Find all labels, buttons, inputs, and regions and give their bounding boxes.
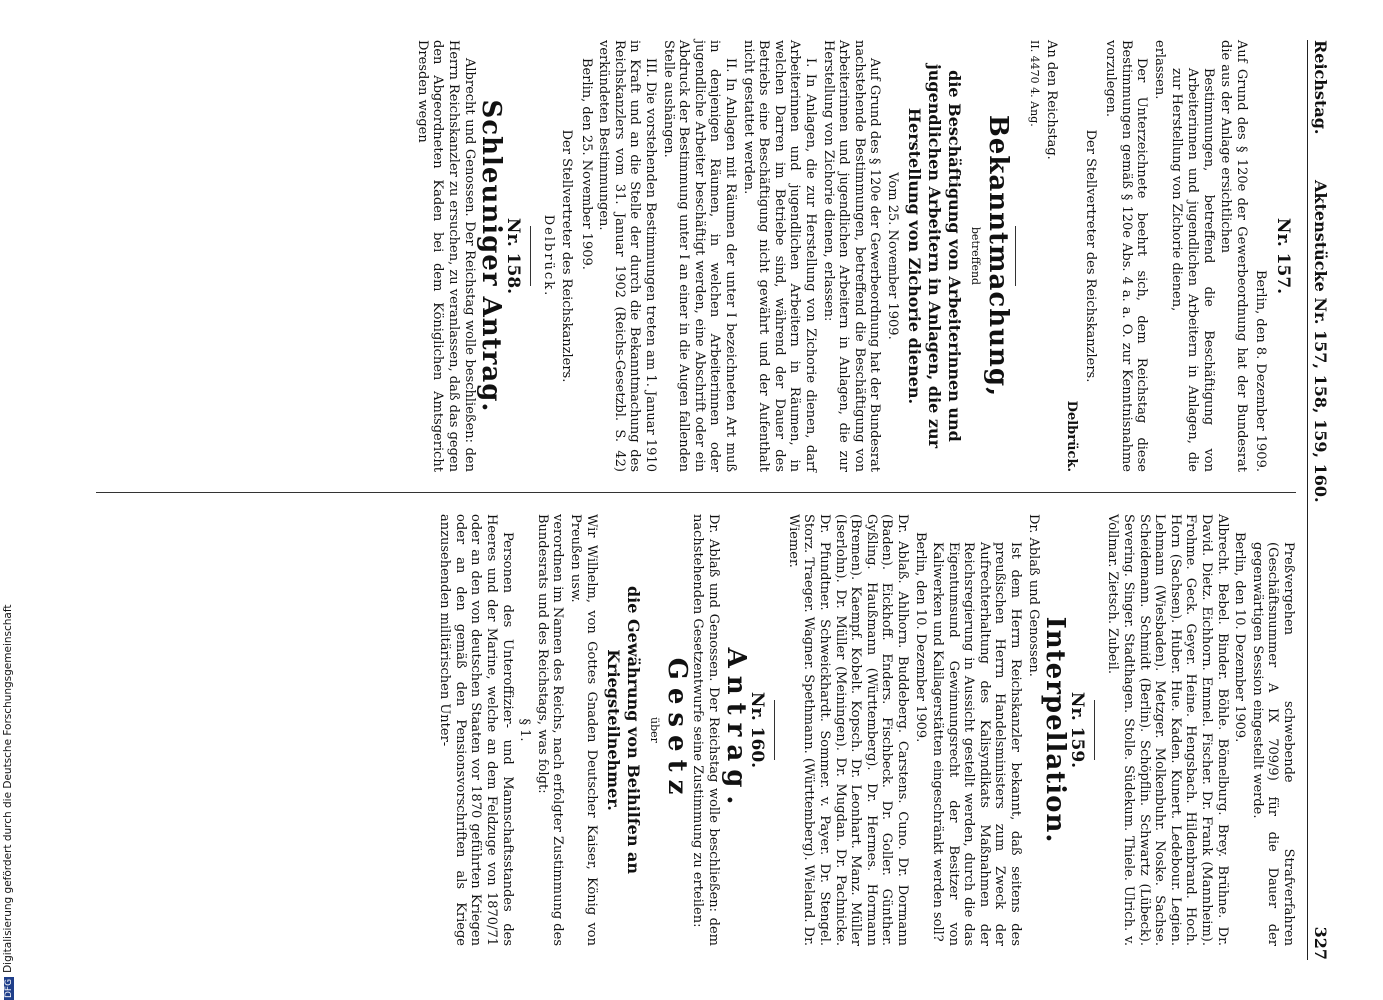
nr157-signer-title: Der Stellvertreter des Reichskanzlers.	[1083, 129, 1099, 383]
column-divider	[96, 492, 1296, 493]
bekanntmachung-betreffend: betreffend	[969, 226, 983, 286]
nr159-signatories: Dr. Ablaß. Ahlhorn. Buddeberg. Carstens. Cuno. Dr. Dormann (Baden). Eickhoff. Enders. Fischbeck. Dr. Goller. Günther. Gyßling. Haußmann (Württemberg). Dr. Hermes. Hormann (Bremen). Kaempf. Kobelt. Kopsch. Dr. Leonhart. Manz. Müller (Iserlohn). Dr. Müller (Meiningen). Dr. Mugdan. Dr. Pachnicke. Dr. Pfundtner. Schweickhardt. Sommer. v. Payer. Dr. Stengel. Storz. Traeger. Wagner. Spethmann. (Württemberg). Wieland. Dr. Wiemer.	[785, 514, 910, 946]
nr157-addressee: An den Reichstag.	[1044, 40, 1060, 160]
bekanntmachung-intro: Auf Grund des § 120e der Gewerbeordnung hat der Bundesrat nachstehende Bestimmungen, betreffend die Beschäftigung von Arbeiterinnen und jugendlichen Arbeitern in Anlagen, die zur Herstellung von Zichorie dienen, erlassen:	[820, 40, 883, 472]
gesetz-preamble-verordnen: verordnen im Namen des Reichs, nach erfolgter Zustimmung des Bundesrats und des Reichstags, was folgt:	[534, 514, 566, 946]
nr157-paragraph-2: Der Unterzeichnete beehrt sich, dem Reichstag diese Bestimmungen gemäß § 120e Abs. 4 a. a. O. zur Kenntnisnahme vorzulegen.	[1103, 40, 1150, 472]
nr158-date: Berlin, den 10. Dezember 1909.	[1232, 532, 1248, 743]
nr157-number: Nr. 157.	[1273, 217, 1293, 295]
nr157-paragraph-1: Auf Grund des § 120e der Gewerbeordnung hat der Bundesrat die aus der Anlage ersichtlichen	[1218, 40, 1249, 472]
divider	[1015, 226, 1016, 286]
nr157-reference: II. 4470 4. Ang.	[1027, 40, 1041, 127]
nr157-paragraph-1b: Bestimmungen, betreffend die Beschäftigung von Arbeiterinnen und jugendlichen Arbeitern in Anlagen, die zur Herstellung von Zichorie dienen,	[1169, 68, 1216, 472]
rotated-document-page	[80, 40, 1330, 960]
bekanntmachung-place-date: Berlin, den 25. November 1909.	[578, 58, 594, 270]
bekanntmachung-date: Vom 25. November 1909.	[884, 172, 900, 340]
nr159-title: Interpellation.	[1040, 616, 1071, 844]
nr157-paragraph-1c: erlassen.	[1151, 40, 1167, 100]
right-column	[435, 514, 1296, 946]
divider	[774, 700, 775, 760]
bekanntmachung-subject: die Beschäftigung von Arbeiterinnen und jugendlichen Arbeitern in Anlagen, die zur Herstellung von Zichorie dienen.	[904, 63, 964, 449]
nr160-text: Dr. Ablaß und Genossen. Der Reichstag wolle beschließen: dem nachstehenden Gesetzentwurfe seine Zustimmung zu erteilen:	[690, 514, 721, 946]
gesetz-paragraph-1: Personen des Unteroffizier- und Mannschaftsstandes des Heeres und der Marine, welche an dem Feldzuge von 1870/71 oder an den von deutschen Staaten vor 1870 geführten Kriegen oder an den gemäß den Pensionsvorschriften als Kriege anzusehenden militärischen Unter-	[437, 514, 515, 946]
running-header	[1307, 40, 1330, 960]
gesetz-paragraph-number: § 1.	[517, 718, 533, 742]
nr160-title: Antrag.	[720, 647, 751, 813]
bekanntmachung-section-3: III. Die vorstehenden Bestimmungen treten am 1. Januar 1910 in Kraft und an die Stelle der durch die Bekanntmachung des Reichskanzlers vom 31. Januar 1902 (Reichs-Gesetzbl. S. 42) verkündeten Bestimmungen.	[596, 40, 658, 472]
bekanntmachung-signer-title: Der Stellvertreter des Reichskanzlers.	[559, 129, 575, 383]
bekanntmachung-section-1: I. In Anlagen, die zur Herstellung von Zichorie dienen, darf Arbeiterinnen und jugendlichen Arbeitern in Räumen, in welchen Darren im Betriebe sind, während der Dauer des Betriebs eine Beschäftigung nicht gewährt und der Aufenthalt nicht gestattet werden.	[740, 40, 818, 472]
nr158-number: Nr. 158.	[502, 217, 523, 295]
dfg-logo: DFG	[4, 978, 14, 998]
nr160-number: Nr. 160.	[747, 691, 768, 769]
nr158-title: Schleuniger Antrag.	[476, 99, 507, 413]
header-title: Reichstag.	[1311, 40, 1330, 135]
bekanntmachung-section-2: II. In Anlagen mit Räumen der unter I bezeichneten Art muß in denjenigen Räumen, in welchen Arbeiterinnen oder jugendliche Arbeiter beschäftigt werden, eine Abschrift oder ein Abdruck der Bestimmung unter I an einer in die Augen fallenden Stelle aushängen.	[660, 40, 738, 472]
nr158-continuation: Preßvergehen schwebende Strafverfahren (Geschäftsnummer A IX 709/9) für die Dauer der gegenwärtigen Session eingestellt werde.	[1249, 542, 1296, 946]
header-subtitle: Aktenstücke Nr. 157, 158, 159, 160.	[1311, 180, 1330, 503]
left-column	[412, 40, 1296, 472]
divider	[530, 226, 531, 286]
nr159-number: Nr. 159.	[1066, 691, 1087, 769]
bekanntmachung-signer: Delbrück.	[541, 214, 557, 298]
bekanntmachung-title: Bekanntmachung,	[983, 114, 1014, 398]
nr157-date: Berlin, den 8. Dezember 1909.	[1253, 269, 1269, 472]
digitization-credit-label: Digitalisierung gefördert durch die Deutsche Forschungsgemeinschaft	[2, 604, 14, 973]
nr159-date: Berlin, den 10. Dezember 1909.	[912, 532, 928, 743]
divider	[1094, 700, 1095, 760]
nr159-text: Ist dem Herrn Reichskanzler bekannt, daß seitens des preußischen Herrn Handelsministers zum Zweck der Aufrechterhaltung des Kalisyndikats Maßnahmen der Reichsregierung in Aussicht gestellt werden, durch die das Eigentumsund Gewinnungsrecht der Besitzer von Kaliwerken und Kalilagerstätten eingeschränkt werden soll?	[930, 542, 1024, 946]
page-number: 327	[1311, 926, 1330, 960]
gesetz-preamble-wir: Wir Wilhelm, von Gottes Gnaden Deutscher Kaiser, König von Preußen usw.	[568, 514, 599, 946]
nr159-lead: Dr. Ablaß und Genossen.	[1025, 514, 1041, 677]
digitization-credit	[2, 600, 16, 1000]
gesetz-subject: die Gewährung von Beihilfen an Kriegsteilnehmer.	[603, 585, 643, 875]
nr158-signatories: Albrecht. Bebel. Binder. Böhle. Bömelburg. Brey. Brühne. Dr. David. Dietz. Eichhorn. Emmel. Fischer. Dr. Frank (Mannheim). Frohme. Geck. Geyer. Heine. Hengsbach. Hildenbrand. Hoch. Horn (Sachsen). Huber. Hue. Kaden. Kunert. Ledebour. Legien. Lehmann (Wiesbaden). Metzger. Molkenbuhr. Noske. Sachse. Scheidemann. Schmidt (Berlin). Schöpflin. Schwartz (Lübeck). Severing. Singer. Stadthagen. Stolle. Südekum. Thiele. Ulrich. v. Vollmar. Zietsch. Zubeil.	[1105, 514, 1230, 946]
gesetz-title: Gesetz	[661, 657, 692, 803]
gesetz-ueber: über	[648, 717, 662, 743]
nr158-text: Albrecht und Genossen. Der Reichstag wolle beschließen: den Herrn Reichskanzler zu ersuchen, zu veranlassen, daß das gegen den Abgeordneten Kaden bei dem Königlichen Amtsgericht Dresden wegen	[414, 40, 477, 472]
nr157-signer: Delbrück.	[1063, 400, 1079, 472]
